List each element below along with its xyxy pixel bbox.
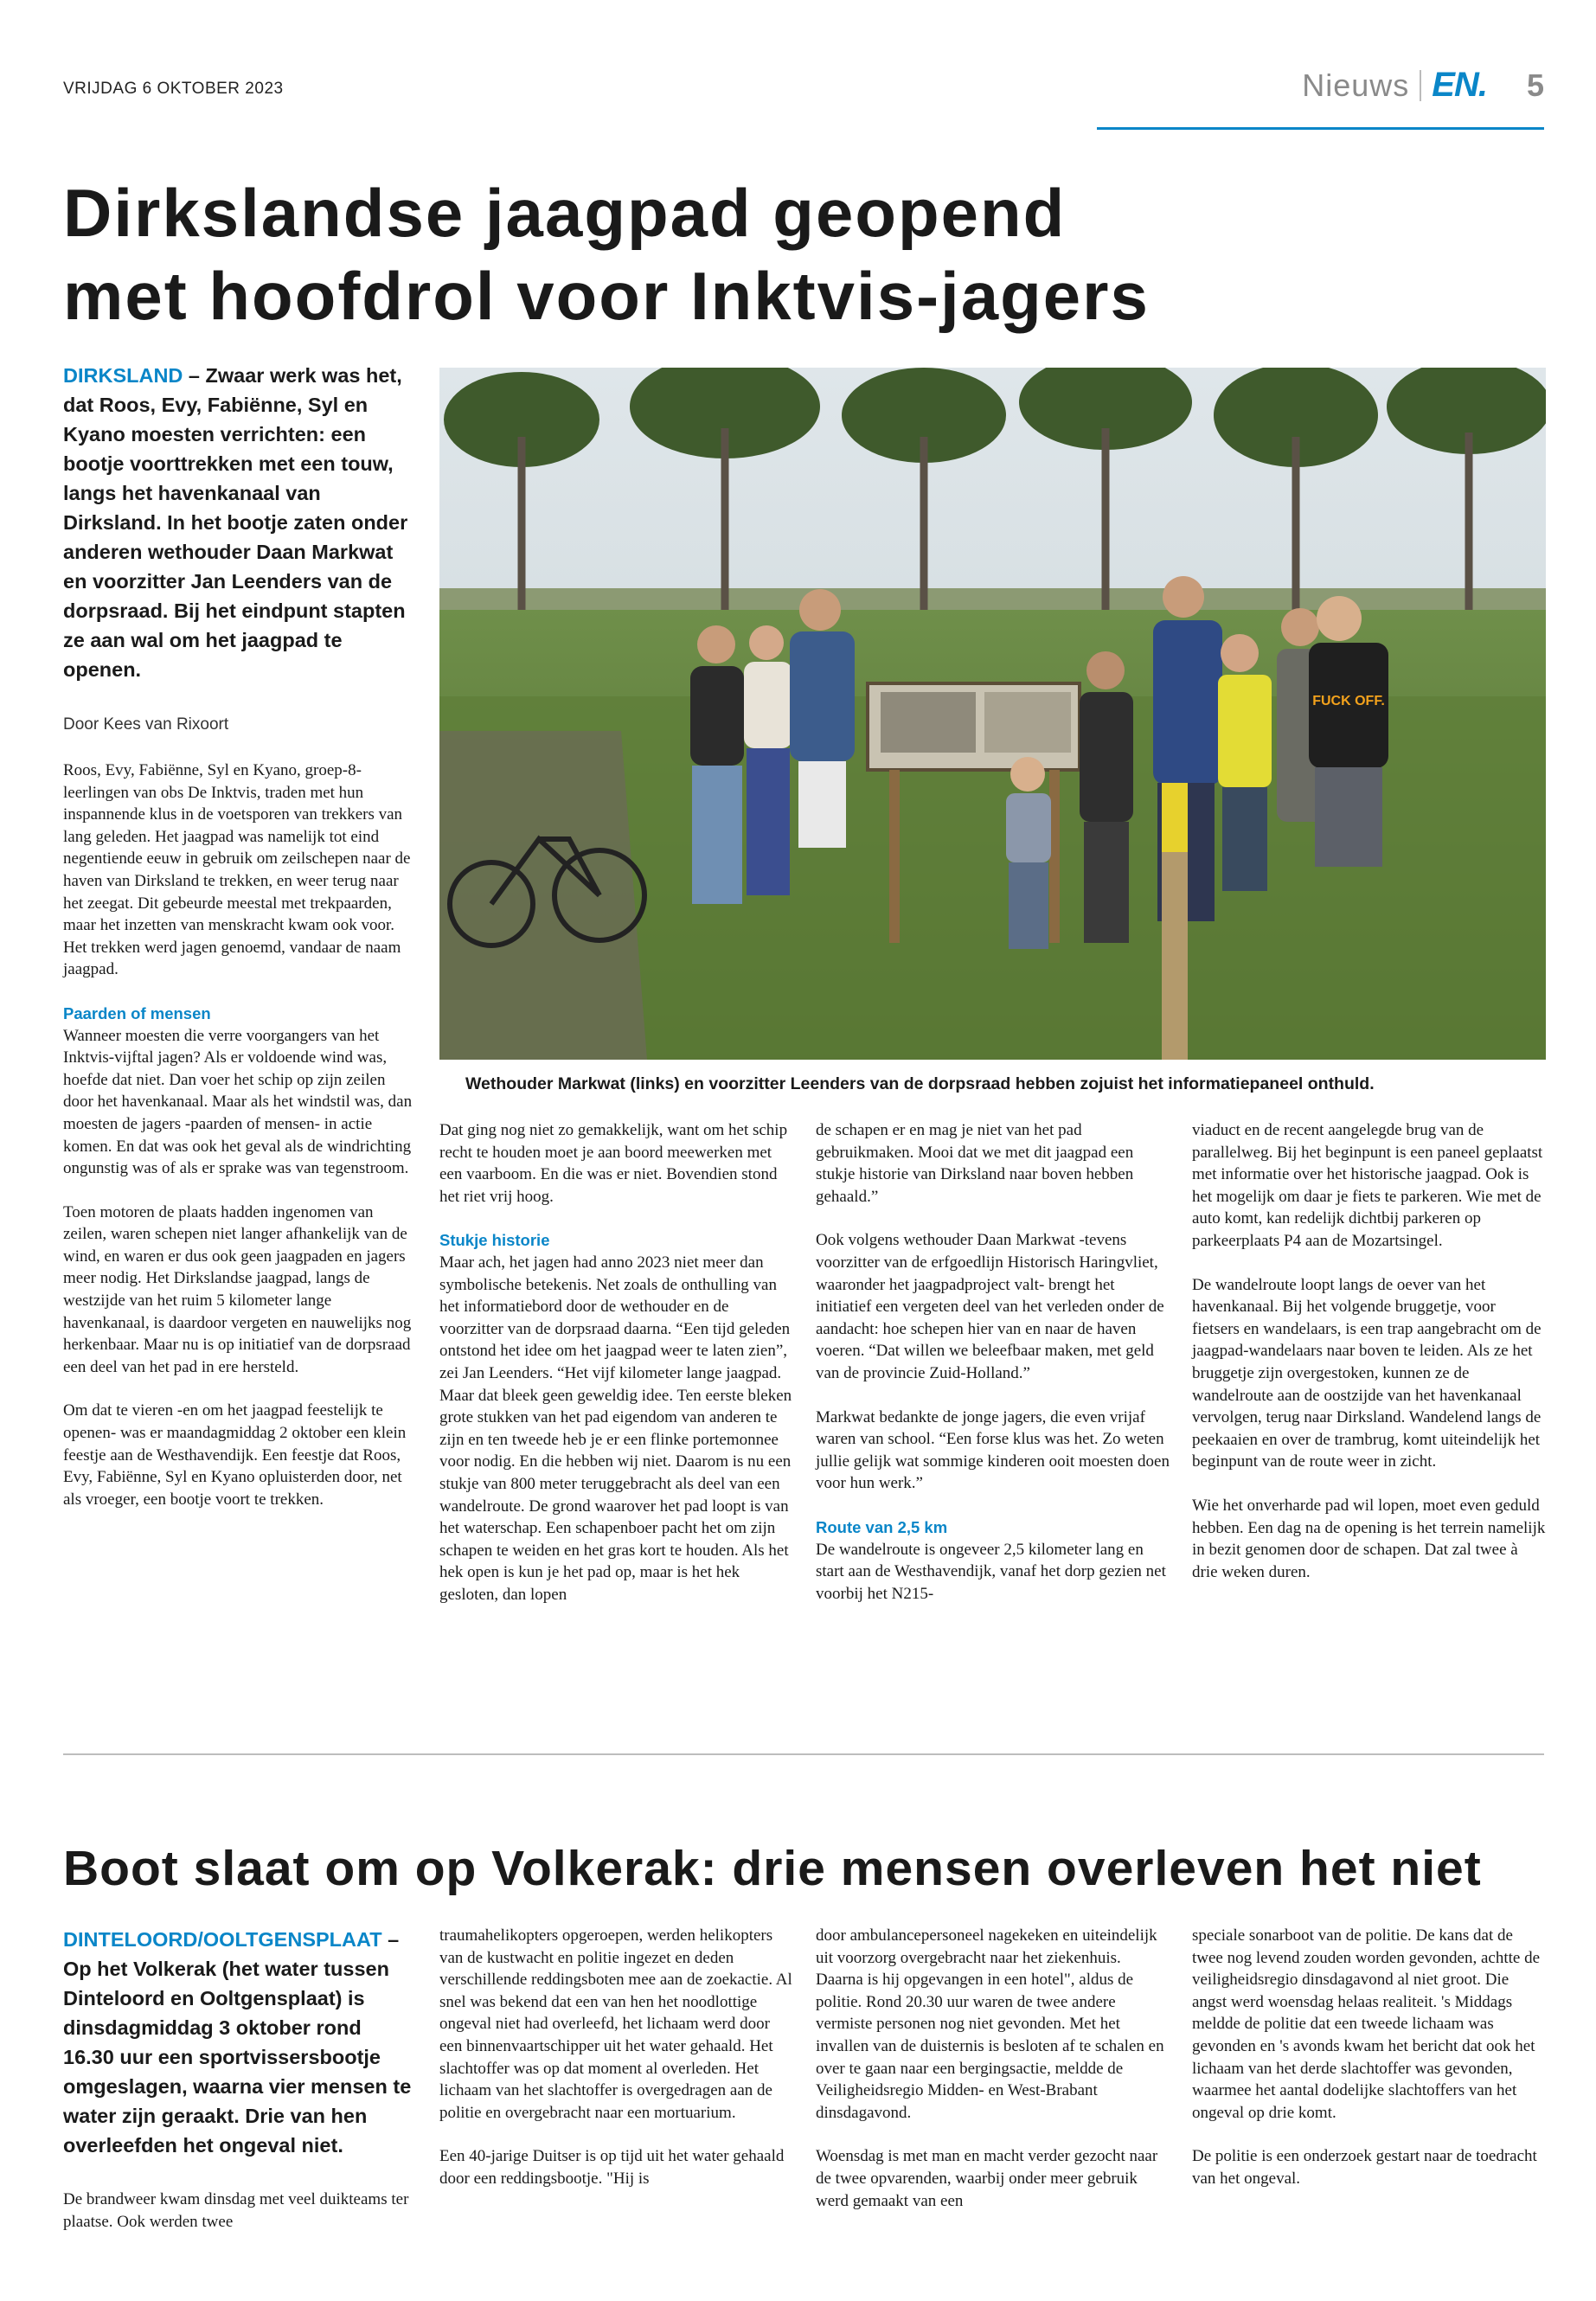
article1-subhead: Route van 2,5 km [816, 1517, 948, 1536]
article1-paragraph: Om dat te vieren -en om het jaagpad feestelijk te openen- was er maandagmiddag 2 oktober een klein feestje aan de Westhavendijk. Een feestje dat Roos, Evy, Fabiënne, Syl en Kyano opluisterden door, net als vroeger, een bootje voort te trekken. [63, 1401, 407, 1509]
article1-column-1 [63, 760, 413, 1532]
article2-column-1 [63, 2189, 418, 2254]
article1-paragraph: Wanneer moesten die verre voorgangers van het Inktvis-vijftal jagen? Als er voldoende wind was, hoefde dat niet. Dan voer het schip op zijn zeilen door het havenkanaal. Maar als het windstil was, dan moesten de jagers -paarden of mensen- in actie komen. En dat was ook het geval als de windrichting ongunstig was of als er sprake was van tegenstroom. [63, 1026, 413, 1178]
article1-column-4 [1192, 1119, 1547, 1605]
article2-paragraph: Woensdag is met man en macht verder gezocht naar de twee opvarenden, waarbij onder meer gebruik werd gemaakt van een [816, 2147, 1158, 2210]
article2-column-3 [816, 1925, 1170, 2234]
article1-headline-line2: met hoofdrol voor Inktvis-jagers [63, 258, 1150, 334]
article1-paragraph: Dat ging nog niet zo gemakkelijk, want om het schip recht te houden moet je aan boord meewerken met een vaarboom. En die was er niet. Bovendien stond het riet vrij hoog. [439, 1121, 788, 1206]
article1-paragraph: Ook volgens wethouder Daan Markwat -tevens voorzitter van de erfgoedlijn Historisch Haringvliet, waaronder het jaagpadproject valt- brengt het initiatief een vergeten deel van het verleden onder de aandacht: hoe schepen hier van en naar de haven voeren. “Dat willen we beleefbaar maken, met geld van de provincie Zuid-Holland.” [816, 1231, 1164, 1382]
tshirt-text: FUCK OFF. [1312, 694, 1385, 708]
header-separator [1420, 70, 1421, 101]
article1-lead [63, 361, 409, 684]
article1-paragraph: Wie het onverharde pad wil lopen, moet even geduld hebben. Een dag na de opening is het terrein namelijk in bezit genomen door de schapen. Dat zal twee à drie weken duren. [1192, 1496, 1546, 1581]
article1-column-2 [439, 1119, 794, 1627]
article1-paragraph: viaduct en de recent aangelegde brug van de parallelweg. Bij het beginpunt is een paneel geplaatst met informatie over het historische jaagpad. Ook is het mogelijk om daar je fiets te parkeren. Wie met de auto komt, kan redelijk dichtbij parkeren op parkeerplaats P4 aan de Mozartsingel. [1192, 1121, 1543, 1250]
article2-headline: Boot slaat om op Volkerak: drie mensen overleven het niet [63, 1841, 1482, 1896]
article2-lead [63, 1925, 418, 2160]
article1-subhead: Stukje historie [439, 1231, 550, 1250]
article2-column-2 [439, 1925, 794, 2212]
article2-paragraph: De politie is een onderzoek gestart naar de toedracht van het ongeval. [1192, 2147, 1537, 2188]
article2-kicker: DINTELOORD/OOLTGENSPLAAT [63, 1928, 382, 1951]
article2-paragraph: door ambulancepersoneel nagekeken en uiteindelijk uit voorzorg overgebracht naar het ziekenhuis. Daarna is hij opgevangen in een hotel", aldus de politie. Rond 20.30 uur waren de twee andere vermiste personen nog niet gevonden. Met het invallen van de duisternis is besloten af te schalen en over te gaan naar een bergingsactie, meldde de Veiligheidsregio Midden- en West-Brabant dinsdagavond. [816, 1926, 1164, 2122]
article1-paragraph: Roos, Evy, Fabiënne, Syl en Kyano, groep-8-leerlingen van obs De Inktvis, traden met hun inspannende klus in de voetsporen van trekkers van lang geleden. Het jaagpad was namelijk tot eind negentiende eeuw in gebruik om zeilschepen naar de haven van Dirksland te trekken, en weer terug naar het zeegat. Dit gebeurde meestal met trekpaarden, maar het inzetten van menskracht kwam ook voor. Het trekken werd jagen genoemd, vandaar de naam jaagpad. [63, 761, 411, 979]
article2-lead-text: – Op het Volkerak (het water tussen Dinteloord en Ooltgensplaat) is dinsdagmiddag 3 oktober rond 16.30 uur een sportvissersbootje omgeslagen, waarna vier mensen te water zijn geraakt. Drie van hen overleefden het ongeval niet. [63, 1928, 412, 2157]
article1-paragraph: Toen motoren de plaats hadden ingenomen van zeilen, waren schepen niet langer afhankelijk van de wind, en waren er dus ook geen jaagpaden en jagers meer nodig. Het Dirkslandse jaagpad, langs de westzijde van het ruim 5 kilometer lange havenkanaal, is daardoor vergeten en nauwelijks nog herkenbaar. Maar nu is op initiatief van de dorpsraad een deel van het pad in ere hersteld. [63, 1202, 412, 1376]
article1-paragraph: Markwat bedankte de jonge jagers, die even vrijaf waren van school. “Een forse klus was het. Zo weten jullie gelijk wat sommige kinderen ooit moesten doen voor hun werk.” [816, 1407, 1170, 1493]
photo-illustration [439, 368, 1546, 1060]
header-rule [1097, 127, 1544, 130]
article1-headline [63, 171, 1274, 337]
article1-byline: Door Kees van Rixoort [63, 715, 229, 734]
newspaper-logo: EN. [1432, 66, 1487, 104]
article1-paragraph: De wandelroute is ongeveer 2,5 kilometer lang en start aan de Westhavendijk, vanaf het dorp gezien net voorbij het N215- [816, 1540, 1166, 1603]
article2-paragraph: Een 40-jarige Duitser is op tijd uit het water gehaald door een reddingsbootje. "Hij is [439, 2147, 785, 2188]
article1-lead-text: – Zwaar werk was het, dat Roos, Evy, Fabiënne, Syl en Kyano moesten verrichten: een bootje voorttrekken met een touw, langs het havenkanaal van Dirksland. In het bootje zaten onder anderen wethouder Daan Markwat en voorzitter Jan Leenders van de dorpsraad. Bij het eindpunt stapten ze aan wal om het jaagpad te openen. [63, 364, 408, 681]
article2-column-4 [1192, 1925, 1547, 2212]
article1-headline-line1: Dirkslandse jaagpad geopend [63, 175, 1067, 251]
page-number: 5 [1526, 67, 1544, 103]
page-date: VRIJDAG 6 OKTOBER 2023 [63, 80, 284, 98]
article1-column-3 [816, 1119, 1170, 1626]
page-header-right [1302, 66, 1544, 105]
article1-kicker: DIRKSLAND [63, 364, 183, 387]
section-name: Nieuws [1302, 67, 1410, 103]
article1-paragraph: Maar ach, het jagen had anno 2023 niet meer dan symbolische betekenis. Net zoals de onthulling van het informatiebord door de wethouder en de voorzitter van de dorpsraad daarna. “Een tijd geleden ontstond het idee om het jaagpad weer te laten zien”, zei Jan Leenders. “Het vijf kilometer lange jaagpad. Maar dat bleek geen geweldig idee. Ten eerste bleken grote stukken van het pad eigendom van anderen te zijn en ten tweede heb je er een flinke portemonnee voor nodig. En die hebben wij niet. Daarom is nu een stukje van 800 meter teruggebracht als deel van een wandelroute. De grond waarover het pad loopt is van het waterschap. Een schapenboer pacht het om zijn schapen te weiden en het gras kort te houden. Als het hek open is kun je het pad op, maar is het hek gesloten, dan lopen [439, 1253, 792, 1604]
article1-paragraph: De wandelroute loopt langs de oever van het havenkanaal. Bij het volgende bruggetje, voor fietsers en wandelaars, is een trap aangebracht om de jaagpad-wandelaars naar boven te leiden. Als ze het bruggetje zijn overgestoken, kunnen ze de wandelroute aan de oostzijde van het havenkanaal vervolgen, terug naar Dirksland. Wandelend langs de peekaaien en over de trambrug, komt uiteindelijk het beginpunt van de route weer in zicht. [1192, 1275, 1542, 1471]
article1-subhead: Paarden of mensen [63, 1003, 211, 1022]
photo-caption: Wethouder Markwat (links) en voorzitter Leenders van de dorpsraad hebben zojuist het informatiepaneel onthuld. [465, 1074, 1375, 1093]
article1-paragraph: de schapen er en mag je niet van het pad gebruikmaken. Mooi dat we met dit jaagpad een stukje historie van Dirksland naar boven hebben gehaald.” [816, 1121, 1134, 1206]
article2-paragraph: traumahelikopters opgeroepen, werden helikopters van de kustwacht en politie ingezet en deden verschillende reddingsboten mee aan de zoekactie. Al snel was bekend dat een van hen het noodlottige ongeval niet had overleefd, het lichaam werd door een binnenvaartschipper uit het water gehaald. Het slachtoffer was op dat moment al overleden. Het lichaam van het slachtoffer is overgedragen aan de politie en overgebracht naar een mortuarium. [439, 1926, 792, 2122]
article2-paragraph: speciale sonarboot van de politie. De kans dat de twee nog levend zouden worden gevonden, achtte de veiligheidsregio dinsdagavond al niet groot. Die angst werd woensdag helaas realiteit. 's Middags meldde de politie dat een tweede lichaam was gevonden en 's avonds kwam het bericht dat ook het lichaam van het derde slachtoffer was gevonden, waarmee het aantal dodelijke slachtoffers van het ongeval op drie komt. [1192, 1926, 1541, 2122]
article-divider [63, 1753, 1544, 1755]
article1-photo [439, 368, 1546, 1060]
article2-paragraph: De brandweer kwam dinsdag met veel duikteams ter plaatse. Ook werden twee [63, 2190, 409, 2231]
